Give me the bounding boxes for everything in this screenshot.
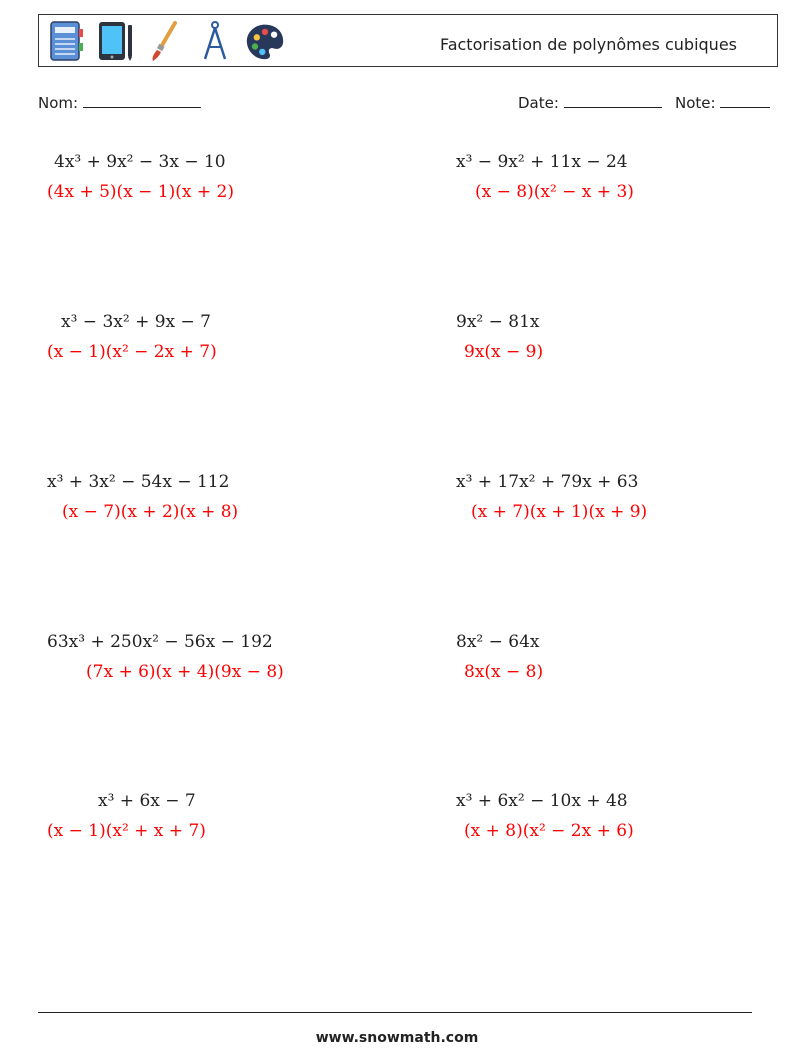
header-icons <box>45 19 285 63</box>
problem-6-question: x³ + 17x² + 79x + 63 <box>456 472 639 492</box>
date-label: Date: <box>518 94 559 112</box>
problem-9-question: x³ + 6x − 7 <box>98 791 196 811</box>
problem-7-question: 63x³ + 250x² − 56x − 192 <box>47 632 273 652</box>
worksheet-title: Factorisation de polynômes cubiques <box>439 35 737 54</box>
palette-icon <box>245 19 285 63</box>
compass-icon <box>195 19 235 63</box>
problem-6-answer: (x + 7)(x + 1)(x + 9) <box>471 502 648 522</box>
date-blank[interactable] <box>564 93 662 108</box>
note-blank[interactable] <box>720 93 770 108</box>
tablet-icon <box>95 19 135 63</box>
problem-5-answer: (x − 7)(x + 2)(x + 8) <box>62 502 239 522</box>
problem-8-answer: 8x(x − 8) <box>464 662 544 682</box>
problem-3-answer: (x − 1)(x² − 2x + 7) <box>47 342 217 362</box>
paintbrush-icon <box>145 19 185 63</box>
problem-1-question: 4x³ + 9x² − 3x − 10 <box>54 152 226 172</box>
header-box <box>38 14 778 67</box>
note-field[interactable] <box>675 93 770 112</box>
footer-url[interactable]: www.snowmath.com <box>315 1030 479 1046</box>
problem-4-question: 9x² − 81x <box>456 312 540 332</box>
problem-10-question: x³ + 6x² − 10x + 48 <box>456 791 628 811</box>
name-field[interactable] <box>38 93 201 112</box>
problem-1-answer: (4x + 5)(x − 1)(x + 2) <box>47 182 234 202</box>
problem-2-question: x³ − 9x² + 11x − 24 <box>456 152 628 172</box>
footer-divider <box>38 1012 752 1013</box>
problem-9-answer: (x − 1)(x² + x + 7) <box>47 821 206 841</box>
name-blank[interactable] <box>83 93 201 108</box>
date-field[interactable] <box>518 93 662 112</box>
problem-8-question: 8x² − 64x <box>456 632 540 652</box>
problem-5-question: x³ + 3x² − 54x − 112 <box>47 472 230 492</box>
note-label: Note: <box>675 94 716 112</box>
problem-10-answer: (x + 8)(x² − 2x + 6) <box>464 821 634 841</box>
problem-2-answer: (x − 8)(x² − x + 3) <box>475 182 634 202</box>
problem-7-answer: (7x + 6)(x + 4)(9x − 8) <box>86 662 284 682</box>
name-label: Nom: <box>38 94 79 112</box>
problem-4-answer: 9x(x − 9) <box>464 342 544 362</box>
problem-3-question: x³ − 3x² + 9x − 7 <box>61 312 211 332</box>
notebook-icon <box>45 19 85 63</box>
